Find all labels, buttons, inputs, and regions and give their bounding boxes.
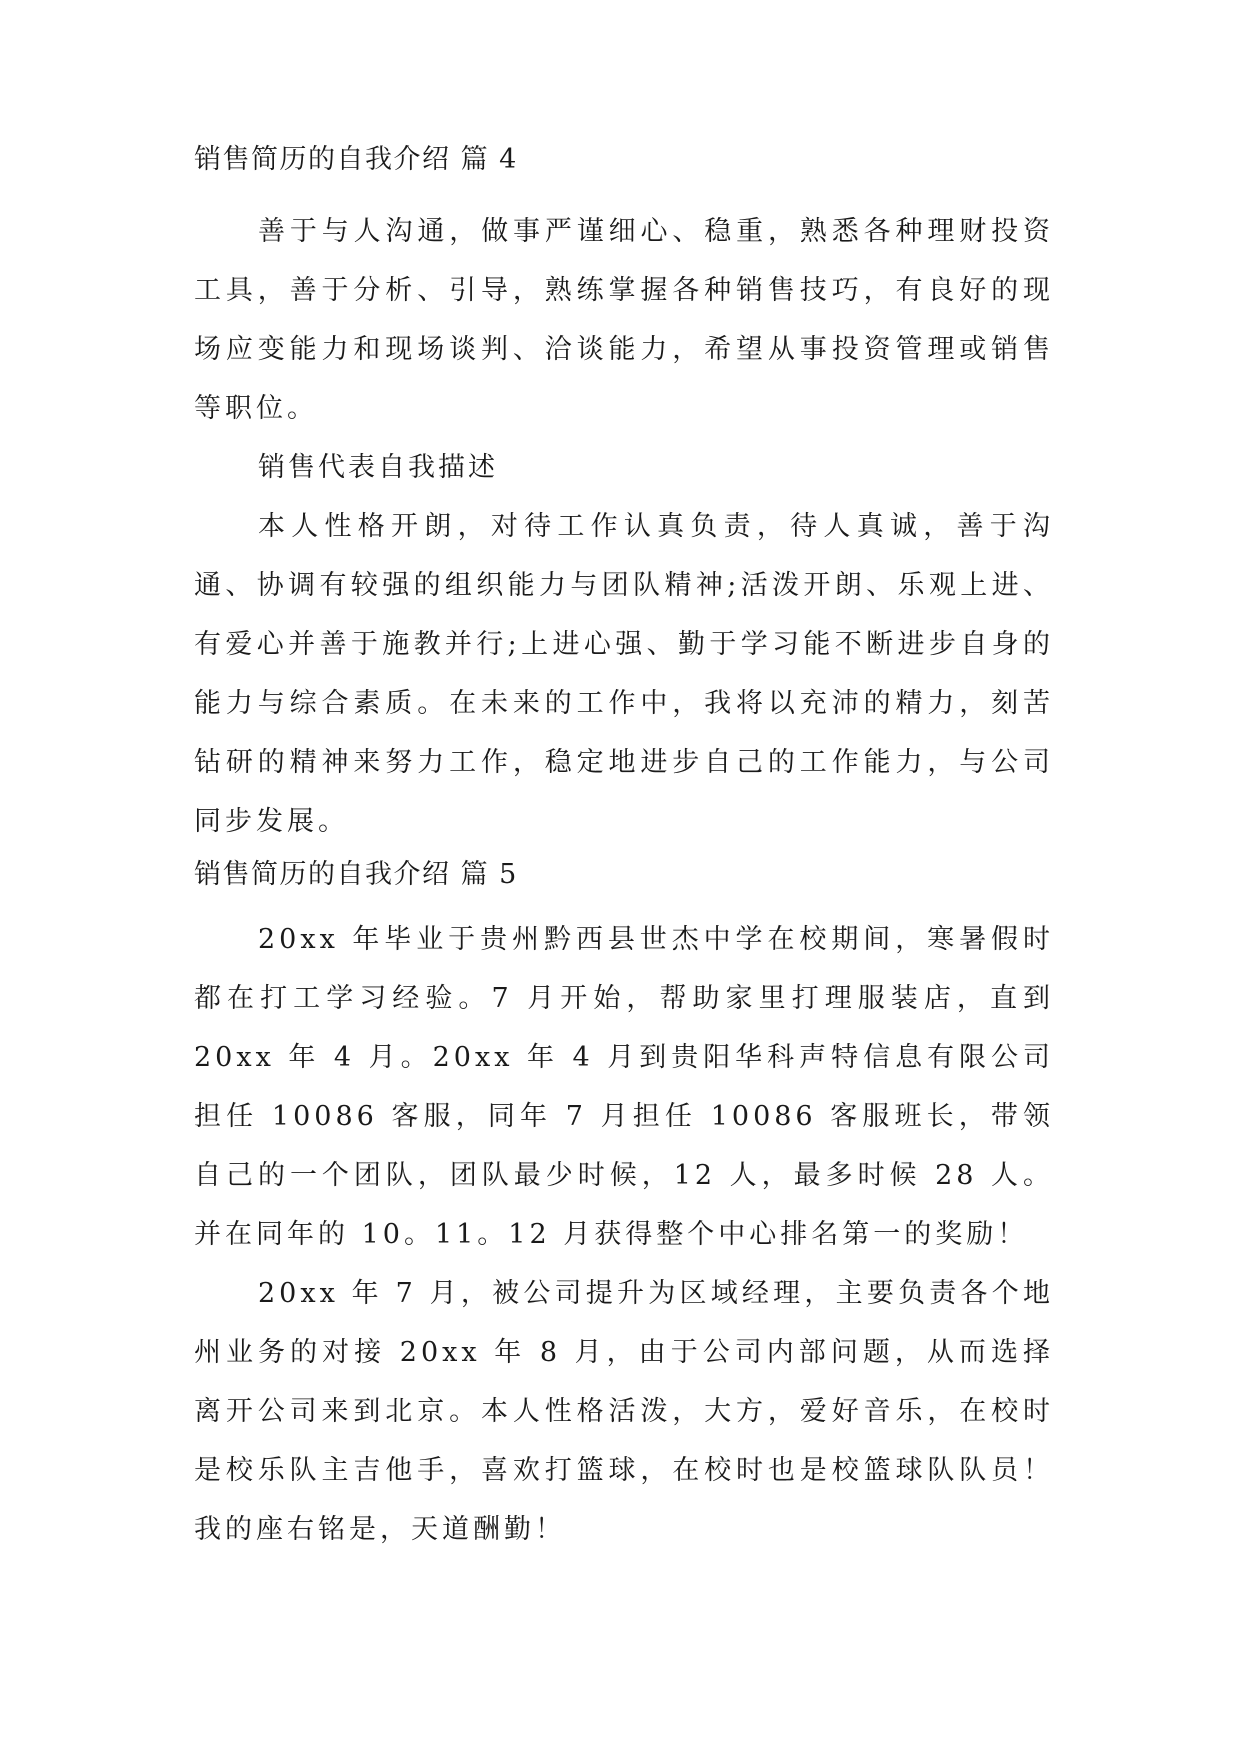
section-4-paragraph-2: 本人性格开朗，对待工作认真负责，待人真诚，善于沟通、协调有较强的组织能力与团队精神;活泼开朗、乐观上进、有爱心并善于施教并行;上进心强、勤于学习能不断进步自身的能力与综合素质。在未来的工作中，我将以充沛的精力，刻苦钻研的精神来努力工作，稳定地进步自己的工作能力，与公司同步发展。	[194, 511, 1054, 837]
section-5-paragraph-1: 20xx 年毕业于贵州黔西县世杰中学在校期间，寒暑假时都在打工学习经验。7 月开始，帮助家里打理服装店，直到 20xx 年 4 月。20xx 年 4 月到贵阳华科声特信息有限公司担任 10086 客服，同年 7 月担任 10086 客服班长，带领自己的一个团队，团队最少时候，12 人，最多时候 28 人。并在同年的 10。11。12 月获得整个中心排名第一的奖励！	[194, 924, 1054, 1250]
section-4-title: 销售简历的自我介绍 篇 4	[194, 144, 518, 175]
section-5-paragraph-2: 20xx 年 7 月，被公司提升为区域经理，主要负责各个地州业务的对接 20xx 年 8 月，由于公司内部问题，从而选择离开公司来到北京。本人性格活泼，大方，爱好音乐，在校时是校乐队主吉他手，喜欢打篮球，在校时也是校篮球队队员！我的座右铭是，天道酬勤！	[194, 1278, 1054, 1545]
section-4-paragraph-1: 善于与人沟通，做事严谨细心、稳重，熟悉各种理财投资工具，善于分析、引导，熟练掌握各种销售技巧，有良好的现场应变能力和现场谈判、洽谈能力，希望从事投资管理或销售等职位。	[194, 216, 1054, 424]
section-4-subtitle: 销售代表自我描述	[258, 452, 498, 483]
document-page	[194, 145, 1054, 1559]
section-5-title: 销售简历的自我介绍 篇 5	[194, 859, 518, 890]
